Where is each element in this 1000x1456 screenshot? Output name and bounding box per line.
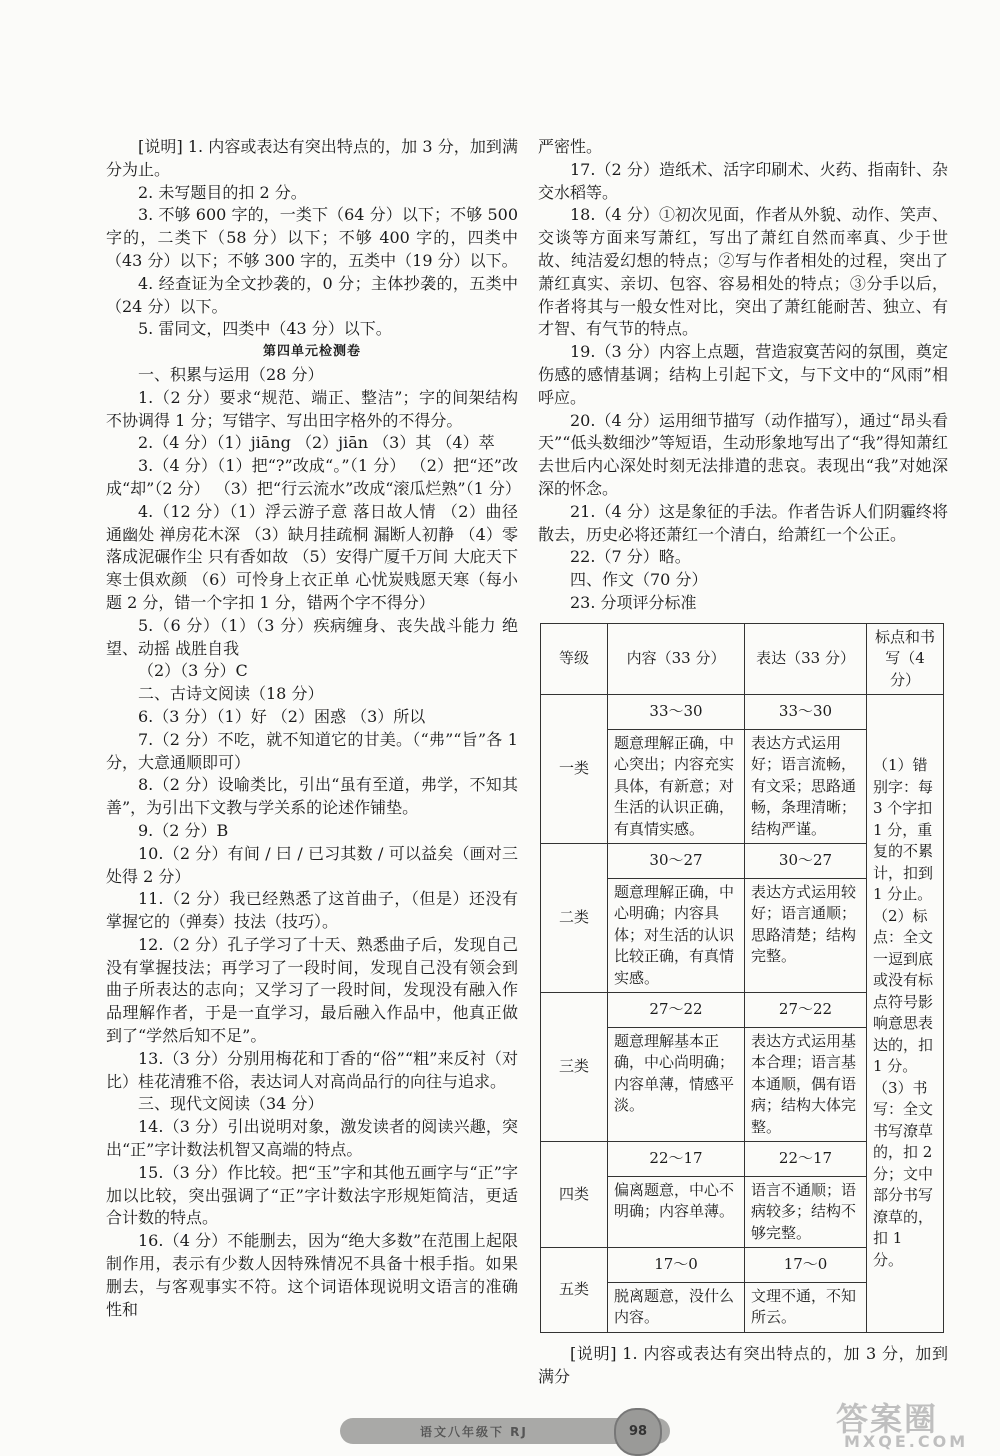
answer-item: 14.（3 分）引出说明对象，激发读者的阅读兴趣，突出“正”字计数法机智又高端的特点。 [106,1117,518,1160]
answer-item: 13.（3 分）分别用梅花和丁香的“俗”“粗”来反衬（对比）桂花清雅不俗，表达词人对高尚品行的向往与追求。 [106,1048,518,1091]
answer-item: 17.（2 分）造纸术、活字印刷术、火药、指南针、杂交水稻等。 [538,159,948,202]
section-heading: 第四单元检测卷 [262,344,361,360]
header-content: 内容（33 分） [608,623,745,695]
section-title: 一、积累与运用（28 分） [138,364,324,384]
range-cell: 17～0 [608,1248,745,1283]
range-cell: 33～30 [608,695,745,730]
page-number: 98 [614,1408,662,1456]
expression-criteria-cell: 表达方式运用较好；语言通顺；思路清楚；结构完整。 [745,878,867,993]
expression-criteria-cell: 文理不通，不知所云。 [745,1282,867,1332]
range-cell: 33～30 [745,695,867,730]
range-cell: 27～22 [745,993,867,1028]
answer-item: 16.（4 分）不能删去，因为“绝大多数”在范围上起限制作用，表示有少数人因特殊情况不具备十根手指。如果删去，与客观事实不符。这个词语体现说明文语言的准确性和 [106,1231,518,1319]
answer-item: 20.（4 分）运用细节描写（动作描写），通过“昂头看天”“低头数细沙”等短语，生动形象地写出了“我”得知萧红去世后内心深处时刻无法排遣的悲哀。表现出“我”对她深深的怀念。 [538,410,948,498]
expression-criteria-cell: 表达方式运用好；语言流畅，有文采；思路通畅，条理清晰；结构严谨。 [745,729,867,844]
note-paragraph: [说明] 1. 内容或表达有突出特点的，加 3 分，加到满分 [538,1343,948,1386]
page-footer [340,1418,670,1444]
note-item: 5. 雷同文，四类中（43 分）以下。 [138,319,392,339]
watermark [832,1394,982,1454]
grade-cell: 三类 [541,993,608,1142]
answer-item: 2.（4 分）（1）jiāng （2）jiān （3）其 （4）萃 [138,433,495,453]
table-header-row [541,623,944,695]
answer-item: 10.（2 分）有间 / 曰 / 已习其数 / 可以益矣（画对三处得 2 分） [106,843,518,886]
section-title: 三、现代文阅读（34 分） [138,1094,324,1114]
right-column [538,136,948,1388]
answer-item: 1.（2 分）要求“规范、端正、整洁”；字的间架结构不协调得 1 分；写错字、写出田字格外的不得分。 [106,387,518,430]
range-cell: 22～17 [745,1142,867,1177]
header-grade: 等级 [541,623,608,695]
grade-cell: 二类 [541,844,608,993]
section-title: 二、古诗文阅读（18 分） [138,684,324,704]
note-item: 2. 未写题目的扣 2 分。 [138,182,307,202]
range-cell: 30～27 [745,844,867,879]
answer-continuation: 严密性。 [538,137,603,156]
expression-criteria-cell: 表达方式运用基本合理；语言基本通顺，偶有语病；结构大体完整。 [745,1027,867,1142]
answer-item: 22.（7 分）略。 [570,547,691,567]
answer-item: 15.（3 分）作比较。把“玉”字和其他五画字与“正”字加以比较，突出强调了“正”字计数法字形规矩简洁，更适合计数的特点。 [106,1162,518,1228]
table-row [541,695,944,730]
scoring-table [540,623,944,1333]
answer-item: 7.（2 分）不吃，就不知道它的甘美。（“弗”“旨”各 1 分，大意通顺即可） [106,729,518,772]
answer-item: （2）（3 分）C [138,661,248,681]
section-title: 四、作文（70 分） [570,570,708,590]
note-paragraph: [说明] 1. 内容或表达有突出特点的，加 3 分，加到满分为止。 [106,137,518,179]
expression-criteria-cell: 语言不通顺；语病较多；结构不够完整。 [745,1176,867,1248]
header-punctuation: 标点和书写（4 分） [867,623,944,695]
watermark-url: MXQE.COM [844,1432,969,1451]
note-item: 3. 不够 600 字的，一类下（64 分）以下；不够 500 字的，二类下（58 分）以下；不够 400 字的，四类中（43 分）以下；不够 300 字的，五类中（19 分）以下。 [106,205,518,270]
answer-item: 21.（4 分）这是象征的手法。作者告诉人们阴霾终将散去，历史必将还萧红一个清白，给萧红一个公正。 [538,501,948,544]
grade-cell: 五类 [541,1248,608,1333]
answer-item: 4.（12 分）（1）浮云游子意 落日故人情 （2）曲径通幽处 禅房花木深 （3）缺月挂疏桐 漏断人初静 （4）零落成泥碾作尘 只有香如故 （5）安得广厦千万间 大庇天下寒士俱欢颜 （6）可怜身上衣正单 心忧炭贱愿天寒（每小题 2 分，错一个字扣 1 分，错两个字不得分） [106,501,518,612]
range-cell: 22～17 [608,1142,745,1177]
range-cell: 27～22 [608,993,745,1028]
answer-item: 12.（2 分）孔子学习了十天、熟悉曲子后，发现自己没有掌握技法；再学习了一段时间，发现自己没有领会到曲子所表达的志向；又学习了一段时间，发现没有融入作品理解作者，于是一直学习，最后融入作品中，他真正做到了“学然后知不足”。 [106,934,518,1046]
answer-item: 18.（4 分）①初次见面，作者从外貌、动作、笑声、交谈等方面来写萧红，写出了萧红自然而率真、少于世故、纯洁爱幻想的特点；②写与作者相处的过程，突出了萧红真实、亲切、包容、容易相处的特点；③分手以后，作者将其与一般女性对比，突出了萧红能耐苦、独立、有才智、有气节的特点。 [538,205,948,339]
left-column [106,136,521,1321]
header-expression: 表达（33 分） [745,623,867,695]
answer-item: 8.（2 分）设喻类比，引出“虽有至道，弗学，不知其善”，为引出下文教与学关系的论述作铺垫。 [106,775,518,818]
answer-item: 5.（6 分）（1）（3 分）疾病缠身、丧失战斗能力 绝望、动摇 战胜自我 [106,615,518,658]
grade-cell: 四类 [541,1142,608,1248]
range-cell: 30～27 [608,844,745,879]
answer-item: 9.（2 分）B [138,820,229,840]
answer-item: 19.（3 分）内容上点题，营造寂寞苦闷的氛围，奠定伤感的感情基调；结构上引起下文，与下文中的“风雨”相呼应。 [538,342,948,407]
watermark-logo: 答案圈 [836,1400,939,1438]
answer-item: 23. 分项评分标准 [570,592,697,612]
content-criteria-cell: 题意理解正确，中心突出；内容充实具体，有新意；对生活的认识正确，有真情实感。 [608,729,745,844]
answer-item: 6.（3 分）（1）好 （2）困惑 （3）所以 [138,706,426,726]
punctuation-rules-cell: （1）错别字：每 3 个字扣 1 分，重复的不累计，扣到 1 分止。（2）标点：全文一逗到底或没有标点符号影响意思表达的，扣 1 分。（3）书写：全文书写潦草的，扣 2 分；文中部分书写潦草的，扣 1 分。 [867,695,944,1333]
content-criteria-cell: 题意理解正确，中心明确；内容具体；对生活的认识比较正确，有真情实感。 [608,878,745,993]
answer-item: 3.（4 分）（1）把“?”改成“。”（1 分） （2）把“还”改成“却”（2 分） （3）把“行云流水”改成“滚瓜烂熟”（1 分） [106,456,521,498]
content-criteria-cell: 脱离题意，没什么内容。 [608,1282,745,1332]
answer-item: 11.（2 分）我已经熟悉了这首曲子，（但是）还没有掌握它的（弹奏）技法（技巧）。 [106,889,518,932]
range-cell: 17～0 [745,1248,867,1283]
content-criteria-cell: 偏离题意，中心不明确；内容单薄。 [608,1176,745,1248]
grade-cell: 一类 [541,695,608,844]
content-criteria-cell: 题意理解基本正确，中心尚明确；内容单薄，情感平淡。 [608,1027,745,1142]
book-title: 语文八年级下 RJ [420,1425,528,1439]
note-item: 4. 经查证为全文抄袭的，0 分；主体抄袭的，五类中（24 分）以下。 [106,273,518,316]
